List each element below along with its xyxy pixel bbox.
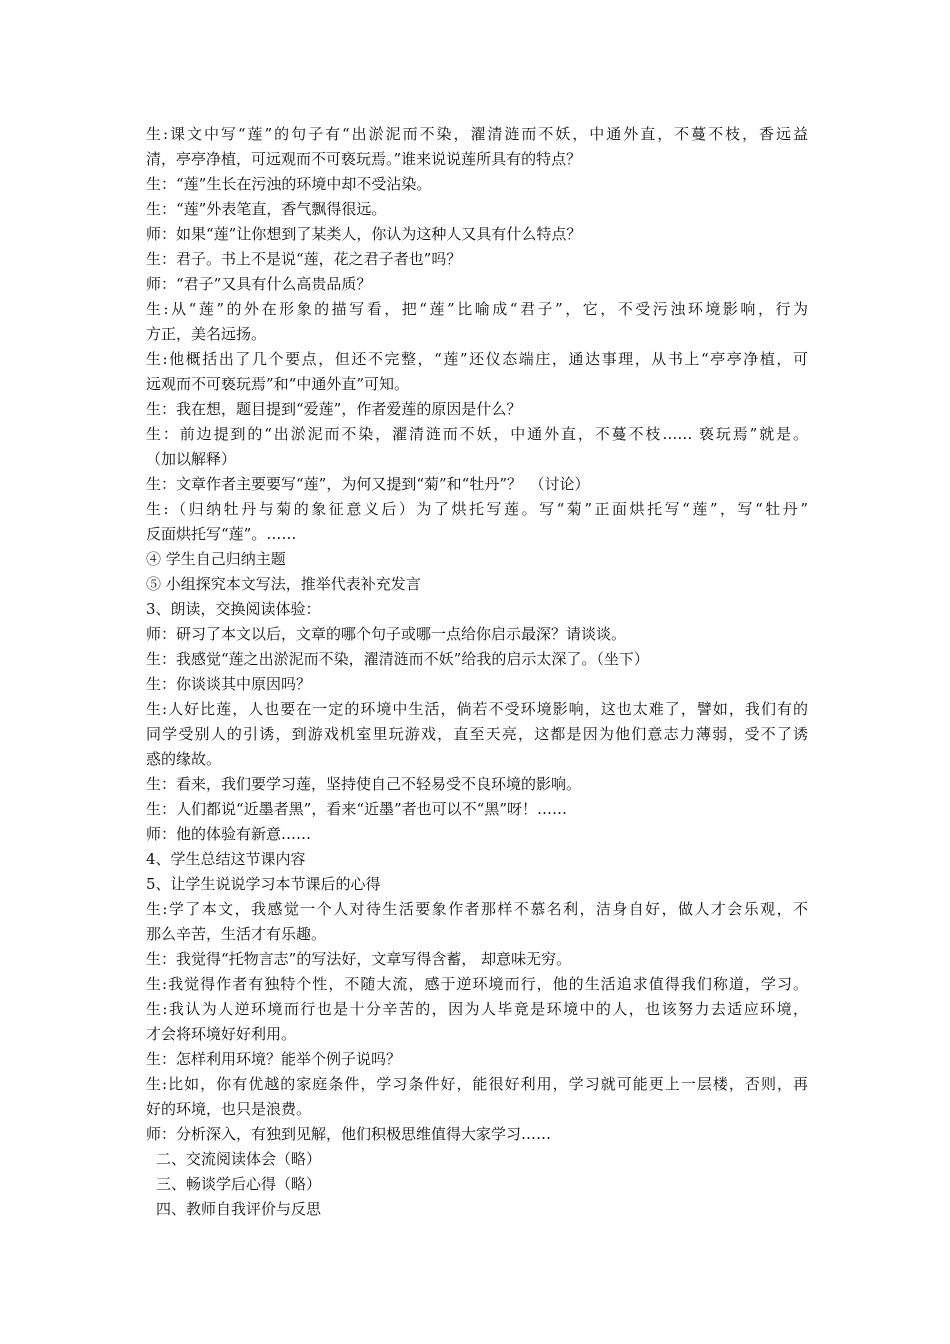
text-line: 生:我认为人逆环境而行也是十分辛苦的，因为人毕竟是环境中的人，也该努力去适应环境， bbox=[146, 1000, 808, 1018]
text-line: 生：文章作者主要要写“莲”，为何又提到“菊”和“牡丹”？ （讨论） bbox=[146, 475, 590, 493]
text-line: 三、畅谈学后心得（略） bbox=[156, 1175, 322, 1193]
text-line: 生:我觉得作者有独特个性，不随大流，感于逆环境而行，他的生活追求值得我们称道，学习。 bbox=[146, 975, 808, 993]
text-line: 四、教师自我评价与反思 bbox=[156, 1200, 322, 1218]
text-line: 生：看来，我们要学习莲，坚持使自己不轻易受不良环境的影响。 bbox=[146, 775, 582, 793]
text-line: 生：前边提到的“出淤泥而不染，濯清涟而不妖，中通外直，不蔓不枝…… 亵玩焉”就是。 bbox=[146, 425, 808, 443]
text-line: 师：分析深入，有独到见解，他们积极思维值得大家学习…… bbox=[146, 1125, 552, 1143]
text-line: 二、交流阅读体会（略） bbox=[156, 1150, 322, 1168]
text-line: 同学受别人的引诱，到游戏机室里玩游戏，直至天亮，这都是因为他们意志力薄弱，受不了诱 bbox=[146, 725, 808, 743]
text-line: 师：“君子”又具有什么高贵品质？ bbox=[146, 275, 372, 293]
text-line: 生:他概括出了几个要点，但还不完整，“莲”还仪态端庄，通达事理，从书上“亭亭净植，可 bbox=[146, 350, 808, 368]
text-line: 远观而不可亵玩焉”和“中通外直”可知。 bbox=[146, 375, 410, 393]
text-line: 生：“莲”生长在污浊的环境中却不受沾染。 bbox=[146, 175, 432, 193]
text-line: 好的环境，也只是浪费。 bbox=[146, 1100, 312, 1118]
text-line: 师：他的体验有新意…… bbox=[146, 825, 312, 843]
text-line: ⑤ 小组探究本文写法，推举代表补充发言 bbox=[146, 575, 421, 593]
text-line: 5、让学生说说学习本节课后的心得 bbox=[146, 875, 381, 893]
text-line: 生:学了本文，我感觉一个人对待生活要象作者那样不慕名利，洁身自好，做人才会乐观，不 bbox=[146, 900, 808, 918]
text-line: 生:从“莲”的外在形象的描写看，把“莲”比喻成“君子”，它，不受污浊环境影响，行为 bbox=[146, 300, 808, 318]
text-line: 生:比如，你有优越的家庭条件，学习条件好，能很好利用，学习就可能更上一层楼，否则，再 bbox=[146, 1075, 808, 1093]
text-line: 生：怎样利用环境？能举个例子说吗？ bbox=[146, 1050, 402, 1068]
text-line: 清，亭亭净植，可远观而不可亵玩焉。”谁来说说莲所具有的特点？ bbox=[146, 150, 582, 168]
text-line: 生：君子。书上不是说“莲，花之君子者也”吗？ bbox=[146, 250, 462, 268]
text-line: 惑的缘故。 bbox=[146, 750, 222, 768]
text-line: 生：我觉得“托物言志”的写法好，文章写得含蓄， 却意味无穷。 bbox=[146, 950, 572, 968]
text-line: 才会将环境好好利用。 bbox=[146, 1025, 297, 1043]
text-line: 反面烘托写“莲”。…… bbox=[146, 525, 297, 543]
text-line: 生：你谈谈其中原因吗？ bbox=[146, 675, 312, 693]
text-line: 3、朗读，交换阅读体验： bbox=[146, 600, 321, 618]
text-line: 生:（归纳牡丹与菊的象征意义后）为了烘托写莲。写“菊”正面烘托写“莲”，写“牡丹” bbox=[146, 500, 808, 518]
text-line: 生：我感觉“莲之出淤泥而不染，濯清涟而不妖”给我的启示太深了。（坐下） bbox=[146, 650, 649, 668]
text-line: 生：人们都说“近墨者黑”，看来“近墨”者也可以不“黑”呀！…… bbox=[146, 800, 568, 818]
text-line: 那么辛苦，生活才有乐趣。 bbox=[146, 925, 327, 943]
text-line: 生：“莲”外表笔直，香气飘得很远。 bbox=[146, 200, 387, 218]
text-line: 师：如果“莲”让你想到了某类人，你认为这种人又具有什么特点？ bbox=[146, 225, 582, 243]
text-line: （加以解释） bbox=[146, 450, 237, 468]
text-line: 方正，美名远扬。 bbox=[146, 325, 267, 343]
text-line: 生：我在想，题目提到“爱莲”，作者爱莲的原因是什么？ bbox=[146, 400, 522, 418]
document-body bbox=[146, 122, 808, 1222]
text-line: 4、学生总结这节课内容 bbox=[146, 850, 306, 868]
text-line: ④ 学生自己归纳主题 bbox=[146, 550, 286, 568]
text-line: 生:人好比莲，人也要在一定的环境中生活，倘若不受环境影响，这也太难了，譬如，我们有的 bbox=[146, 700, 808, 718]
text-line: 生:课文中写“莲”的句子有“出淤泥而不染，濯清涟而不妖，中通外直，不蔓不枝，香远益 bbox=[146, 125, 808, 143]
text-line: 师：研习了本文以后，文章的哪个句子或哪一点给你启示最深？请谈谈。 bbox=[146, 625, 627, 643]
